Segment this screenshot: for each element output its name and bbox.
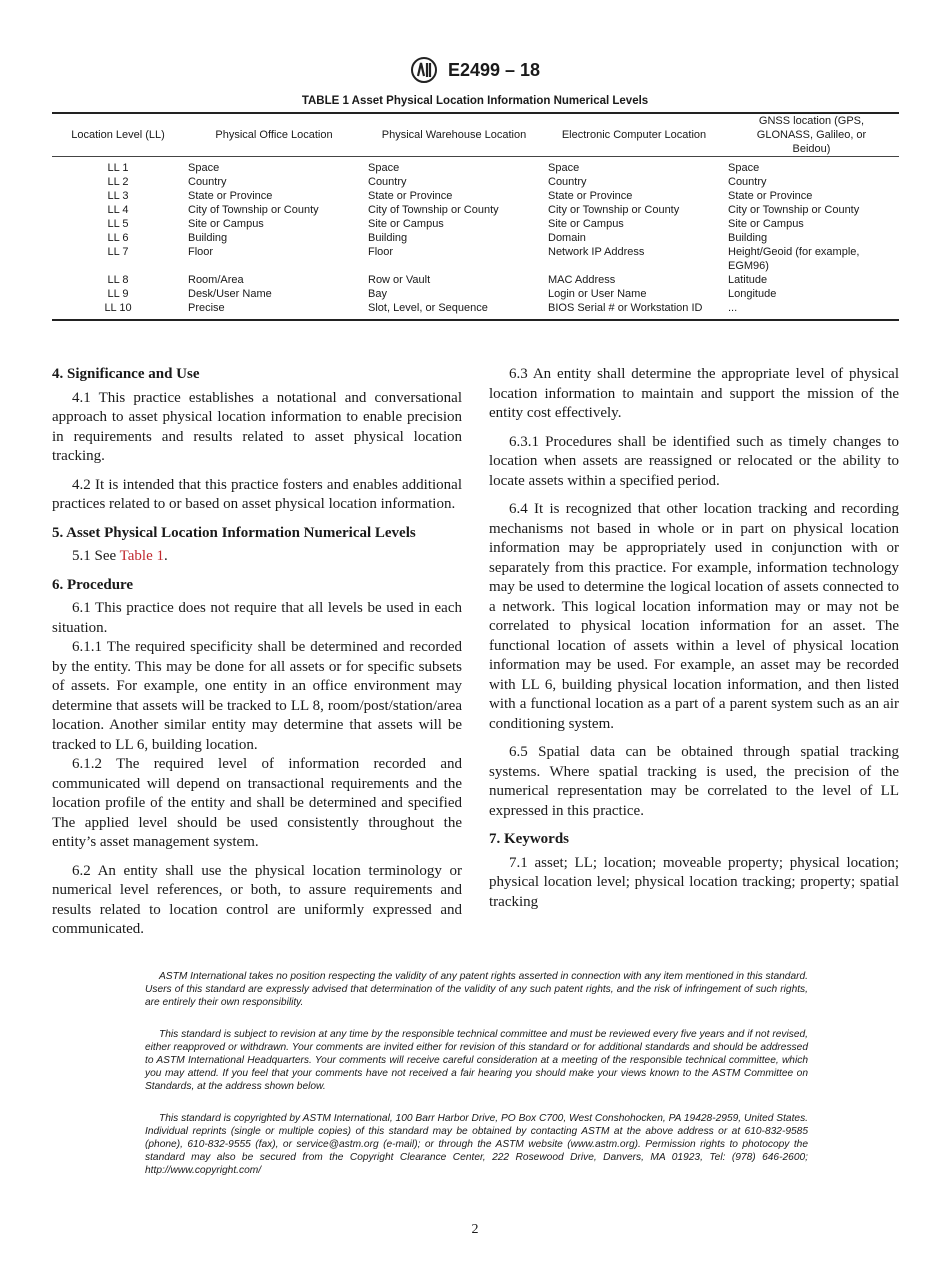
section-heading: 5. Asset Physical Location Information Numerical Levels — [52, 524, 416, 541]
table-cell: Country — [368, 176, 407, 188]
paragraph: 4.1 This practice establishes a notational and conversational approach to asset physical location information to enable precision in requirements and results related to asset physical location tracking. — [52, 389, 462, 464]
table-row — [52, 217, 899, 231]
table-cell: Site or Campus — [548, 218, 624, 230]
revision-notice: This standard is subject to revision at any time by the responsible technical committee and must be reviewed every five years and if not revised, either reapproved or withdrawn. Your comments are invited either for revision of this standard or for additional standards and should be addressed to ASTM International Headquarters. Your comments will receive careful consideration at a meeting of the responsible technical committee, which you may attend. If you feel that your comments have not received a fair hearing you should make your views known to the ASTM Committee on Standards, at the address shown below. — [145, 1029, 808, 1092]
table-cell: Building — [368, 232, 408, 244]
text: 5.1 See — [72, 548, 120, 564]
paragraph: 6.1 This practice does not require that all levels be used in each situation. — [52, 600, 462, 636]
table-cell: ... — [728, 302, 738, 314]
table-row — [52, 301, 899, 320]
column-header: Physical Warehouse Location — [381, 128, 527, 141]
column-header: Electronic Computer Location — [561, 128, 707, 141]
paragraph: 6.1.2 The required level of information recorded and communicated will depend on transactional requirements and the location profile of the entity and shall be determined and specified The applied level should be used consistently throughout the entity’s asset management system. — [52, 756, 462, 850]
table-cell: Space — [368, 162, 400, 174]
table-cell: City of Township or County — [188, 204, 319, 216]
location-levels-table — [52, 112, 899, 321]
table-cell: Building — [728, 232, 768, 244]
text: . — [164, 548, 168, 564]
table-cell: Space — [188, 162, 220, 174]
column-header: Location Level (LL) — [71, 128, 165, 141]
table-cell: LL 4 — [107, 204, 129, 216]
table-cell: Network IP Address — [548, 246, 645, 258]
column-header: Physical Office Location — [215, 128, 333, 141]
table-cell: Site or Campus — [728, 218, 804, 230]
paragraph: 6.4 It is recognized that other location tracking and recording mechanisms not based in whole or in part on physical location information may be appropriately used in conjunction with or separately from this practice. For example, information technology may be used to determine the logical location of assets connected to a network. This logical location information may or may not be correlated to physical location information for an asset. The functional location of assets within a level of physical location information may be used. For example, an asset may be recorded with LL 6, building physical location information, and then listed with a functional location as a part of a parent system such as an air conditioning system. — [489, 501, 899, 732]
table-header-row — [52, 113, 899, 157]
table-cell: Country — [548, 176, 587, 188]
table-cell: Slot, Level, or Sequence — [368, 302, 488, 314]
astm-logo-icon — [410, 56, 438, 84]
table-row — [52, 287, 899, 301]
table-cell: Floor — [368, 246, 394, 258]
table-cell: Domain — [548, 232, 586, 244]
table-row — [52, 273, 899, 287]
section-heading: 4. Significance and Use — [52, 366, 200, 382]
table-cell: Floor — [188, 246, 214, 258]
table-cell: City or Township or County — [728, 204, 860, 216]
table-cell: LL 8 — [107, 274, 129, 286]
table-row — [52, 157, 899, 176]
standard-designation: E2499 – 18 — [447, 59, 541, 80]
patent-notice: ASTM International takes no position respecting the validity of any patent rights asserted in connection with any item mentioned in this standard. Users of this standard are expressly advised that determination of the validity of any such patent rights, and the risk of infringement of such rights, are entirely their own responsibility. — [145, 971, 808, 1008]
page-number: 2 — [471, 1222, 479, 1237]
table-cell: City or Township or County — [548, 204, 680, 216]
table-cell: Country — [728, 176, 767, 188]
column-header: GNSS location (GPS, GLONASS, Galileo, or Beidou) — [756, 115, 867, 155]
legal-notes — [145, 970, 808, 1196]
paragraph — [52, 547, 462, 567]
table-cell: MAC Address — [548, 274, 616, 286]
table-cell: LL 1 — [107, 162, 129, 174]
table-cell: LL 10 — [104, 302, 132, 314]
table-cell: Country — [188, 176, 227, 188]
table-cell: BIOS Serial # or Workstation ID — [548, 302, 703, 314]
paragraph: 4.2 It is intended that this practice fosters and enables additional practices related to or based on asset physical location information. — [52, 476, 462, 512]
table-cell: LL 5 — [107, 218, 129, 230]
table-cell: Precise — [188, 302, 225, 314]
table-cell: Login or User Name — [548, 288, 647, 300]
table-cell: LL 6 — [107, 232, 129, 244]
table-caption: TABLE 1 Asset Physical Location Information Numerical Levels — [301, 95, 649, 107]
table-cell: LL 7 — [107, 246, 129, 258]
table-cell: Latitude — [728, 274, 768, 286]
table-cell: State or Province — [368, 190, 453, 202]
left-column — [52, 365, 462, 949]
table-cell: LL 9 — [107, 288, 129, 300]
table-row — [52, 203, 899, 217]
table-cell: LL 3 — [107, 190, 129, 202]
table-cell: State or Province — [728, 190, 813, 202]
table-cell: Space — [548, 162, 580, 174]
table-cell: Room/Area — [188, 274, 244, 286]
page-header — [0, 56, 950, 84]
table-cell: Building — [188, 232, 228, 244]
table-cell: LL 2 — [107, 176, 129, 188]
section-heading: 6. Procedure — [52, 576, 134, 593]
table-cell: Bay — [368, 288, 387, 300]
table-row — [52, 245, 899, 273]
table-cell: State or Province — [188, 190, 273, 202]
table-row — [52, 231, 899, 245]
paragraph: 6.2 An entity shall use the physical location terminology or numerical level references, or both, to assure requirements and results related to location control are uniformly expressed and communicated. — [52, 862, 462, 937]
paragraph: 6.3 An entity shall determine the appropriate level of physical location information to maintain and support the mission of the entity cost effectively. — [489, 366, 899, 421]
table-1-link[interactable]: Table 1 — [119, 548, 164, 564]
paragraph: 6.3.1 Procedures shall be identified such as timely changes to location when assets are reassigned or relocated or the ability to locate assets within a specified period. — [489, 433, 899, 489]
table-cell: Longitude — [728, 288, 777, 300]
table-cell: Row or Vault — [368, 274, 431, 286]
table-cell: Site or Campus — [188, 218, 264, 230]
section-heading: 7. Keywords — [489, 831, 569, 847]
right-column — [489, 365, 899, 921]
table-cell: Desk/User Name — [188, 288, 272, 300]
copyright-notice: This standard is copyrighted by ASTM International, 100 Barr Harbor Drive, PO Box C700, West Conshohocken, PA 19428-2959, United States. Individual reprints (single or multiple copies) of this standard may be obtained by contacting ASTM at the above address or at 610-832-9585 (phone), 610-832-9555 (fax), or service@astm.org (e-mail); or through the ASTM website (www.astm.org). Permission rights to photocopy the standard may also be secured from the Copyright Clearance Center, 222 Rosewood Drive, Danvers, MA 01923, Tel: (978) 646-2600; http://www.copyright.com/ — [145, 1113, 808, 1176]
table-cell: Height/Geoid (for example, EGM96) — [728, 246, 860, 272]
table-cell: Space — [728, 162, 760, 174]
table-cell: State or Province — [548, 190, 633, 202]
table-row — [52, 175, 899, 189]
paragraph: 7.1 asset; LL; location; moveable property; physical location; physical location level; physical location tracking; property; spatial tracking — [489, 854, 899, 910]
table-cell: City of Township or County — [368, 204, 499, 216]
paragraph: 6.1.1 The required specificity shall be determined and recorded by the entity. This may be done for all assets or for specific subsets of assets. For example, one entity in an office environment may determine that assets will be tracked to LL 8, room/post/station/area location. Another similar entity may determine that assets will be tracked to LL 6, building location. — [52, 639, 462, 753]
paragraph: 6.5 Spatial data can be obtained through spatial tracking systems. Where spatial tracking is used, the precision of the numerical representation may be correlated to the level of LL expressed in this practice. — [489, 744, 899, 819]
table-row — [52, 189, 899, 203]
table-cell: Site or Campus — [368, 218, 444, 230]
